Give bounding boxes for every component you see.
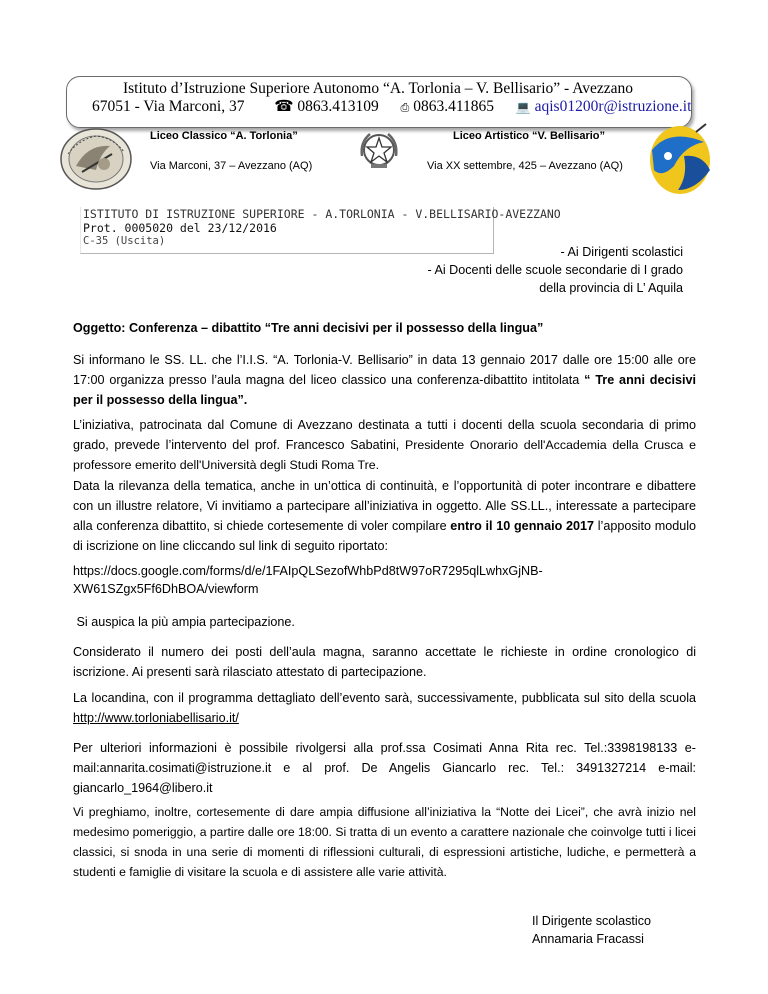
- school1-name: Liceo Classico “A. Torlonia”: [150, 130, 298, 142]
- paragraph-seats: Considerato il numero dei posti dell’aula magna, saranno accettate le richieste in ordine cronologico di iscrizione. Ai presenti sarà rilasciato attestato di partecipazione.: [73, 645, 696, 679]
- recipient-line: della provincia di L’ Aquila: [539, 281, 683, 295]
- stamp-category: C-35 (Uscita): [83, 235, 166, 247]
- form-url[interactable]: [73, 562, 696, 598]
- email-link[interactable]: aqis01200r@istruzione.it: [534, 98, 692, 115]
- subject: Oggetto: Conferenza – dibattito “Tre anni decisivi per il possesso della lingua”: [73, 321, 544, 335]
- stamp-prot-number: Prot. 0005020 del 23/12/2016: [83, 221, 277, 235]
- school2-address: Via XX settembre, 425 – Avezzano (AQ): [427, 160, 623, 172]
- liceo-classico-logo: [58, 126, 134, 192]
- computer-icon: 💻: [515, 100, 531, 114]
- contact-line: [92, 98, 692, 117]
- paragraph-contacts: Per ulteriori informazioni è possibile rivolgersi alla prof.ssa Cosimati Anna Rita rec. Tel.:3398198133 e-mail:annarita.cosimati@istruzione.it e al prof. De Angelis Giancarlo rec. Tel.: 3491327214 e-mail: giancarlo_1964@libero.it: [73, 741, 696, 795]
- paragraph-poster: [73, 688, 696, 728]
- fax: 0863.411865: [413, 98, 495, 115]
- paragraph-wish: Si auspica la più ampia partecipazione.: [73, 615, 295, 629]
- school2-name: Liceo Artistico “V. Bellisario”: [453, 130, 606, 142]
- phone: 0863.413109: [297, 98, 379, 115]
- address: 67051 - Via Marconi, 37: [92, 98, 245, 115]
- p3-deadline: entro il 10 gennaio 2017: [446, 519, 595, 533]
- liceo-artistico-logo: [644, 120, 716, 198]
- recipient-line: - Ai Docenti delle scuole secondarie di I grado: [427, 263, 683, 277]
- signature-name: Annamaria Fracassi: [532, 932, 644, 946]
- p3-text: Data la rilevanza della tematica, anche in un’ottica di continuità, e l’opportunità di poter incontrare e dibattere con un illustre relatore, Vi invitiamo a partecipare all’iniziativa in oggetto. Alle SS.LL., interessate a partecipare alla conferenza dibattito, si chiede cortesemente di voler compilare: [73, 479, 696, 533]
- paragraph-speaker: [73, 415, 696, 475]
- signature: [532, 912, 651, 948]
- paragraph-notte-licei: Vi preghiamo, inoltre, cortesemente di dare ampia diffusione all’iniziativa la “Notte dei Licei”, che avrà inizio nel medesimo pomeriggio, a partire dalle ore 18:00. Si tratta di un evento a carattere nazionale che coinvolge tutti i licei classici, si snoda in una serie di momenti di riflessioni culturali, di espressioni artistiche, ludiche, e permetterà a studenti e famiglie di visitare la scuola e di assistere alle varie attività.: [73, 805, 696, 879]
- stamp-institute: ISTITUTO DI ISTRUZIONE SUPERIORE - A.TORLONIA - V.BELLISARIO-AVEZZANO: [83, 207, 561, 221]
- website-link[interactable]: http://www.torloniabellisario.it/: [73, 711, 239, 725]
- paragraph-intro: [73, 350, 696, 410]
- signature-role: Il Dirigente scolastico: [532, 914, 651, 928]
- form-url-line[interactable]: https://docs.google.com/forms/d/e/1FAIpQLSezofWhbPd8tW97oR7295qlLwhxGjNB-: [73, 564, 543, 578]
- recipient-line: - Ai Dirigenti scolastici: [560, 245, 683, 259]
- institute-title: Istituto d’Istruzione Superiore Autonomo “A. Torlonia – V. Bellisario” - Avezzano: [122, 80, 634, 97]
- p1-text: Si informano le SS. LL. che l’I.I.S. “A. Torlonia-V. Bellisario” in data 13 gennaio 2017 dalle ore 15:00 alle ore 17:00 organizza presso l’aula magna del liceo classico una conferenza-dibattito intitolata: [73, 353, 696, 387]
- recipients: [427, 243, 683, 297]
- school1-address: Via Marconi, 37 – Avezzano (AQ): [150, 160, 313, 172]
- p2-text: L’iniziativa, patrocinata dal Comune di Avezzano destinata a tutti i docenti della scuola secondaria di primo grado, prevede l’intervento del prof. Francesco Sabatini,: [73, 418, 696, 452]
- italian-republic-emblem: [356, 128, 402, 172]
- fax-icon: ⎙: [400, 102, 410, 114]
- p1-title-bold: “ Tre anni decisivi per il possesso della lingua”.: [73, 373, 697, 407]
- p6-text: La locandina, con il programma dettagliato dell’evento sarà, successivamente, pubblicata sul sito della scuola: [73, 691, 696, 705]
- phone-icon: ☎: [274, 98, 294, 115]
- p2-speaker-title: Presidente Onorario dell'Accademia della Crusca e professore emerito dell'Università degli Studi Roma Tre.: [73, 438, 696, 472]
- p3-after: l’apposito modulo di iscrizione on line cliccando sul link di seguito riportato:: [73, 519, 697, 553]
- paragraph-registration: [73, 476, 696, 556]
- form-url-line[interactable]: XW61SZgx5Ff6DhBOA/viewform: [73, 582, 259, 596]
